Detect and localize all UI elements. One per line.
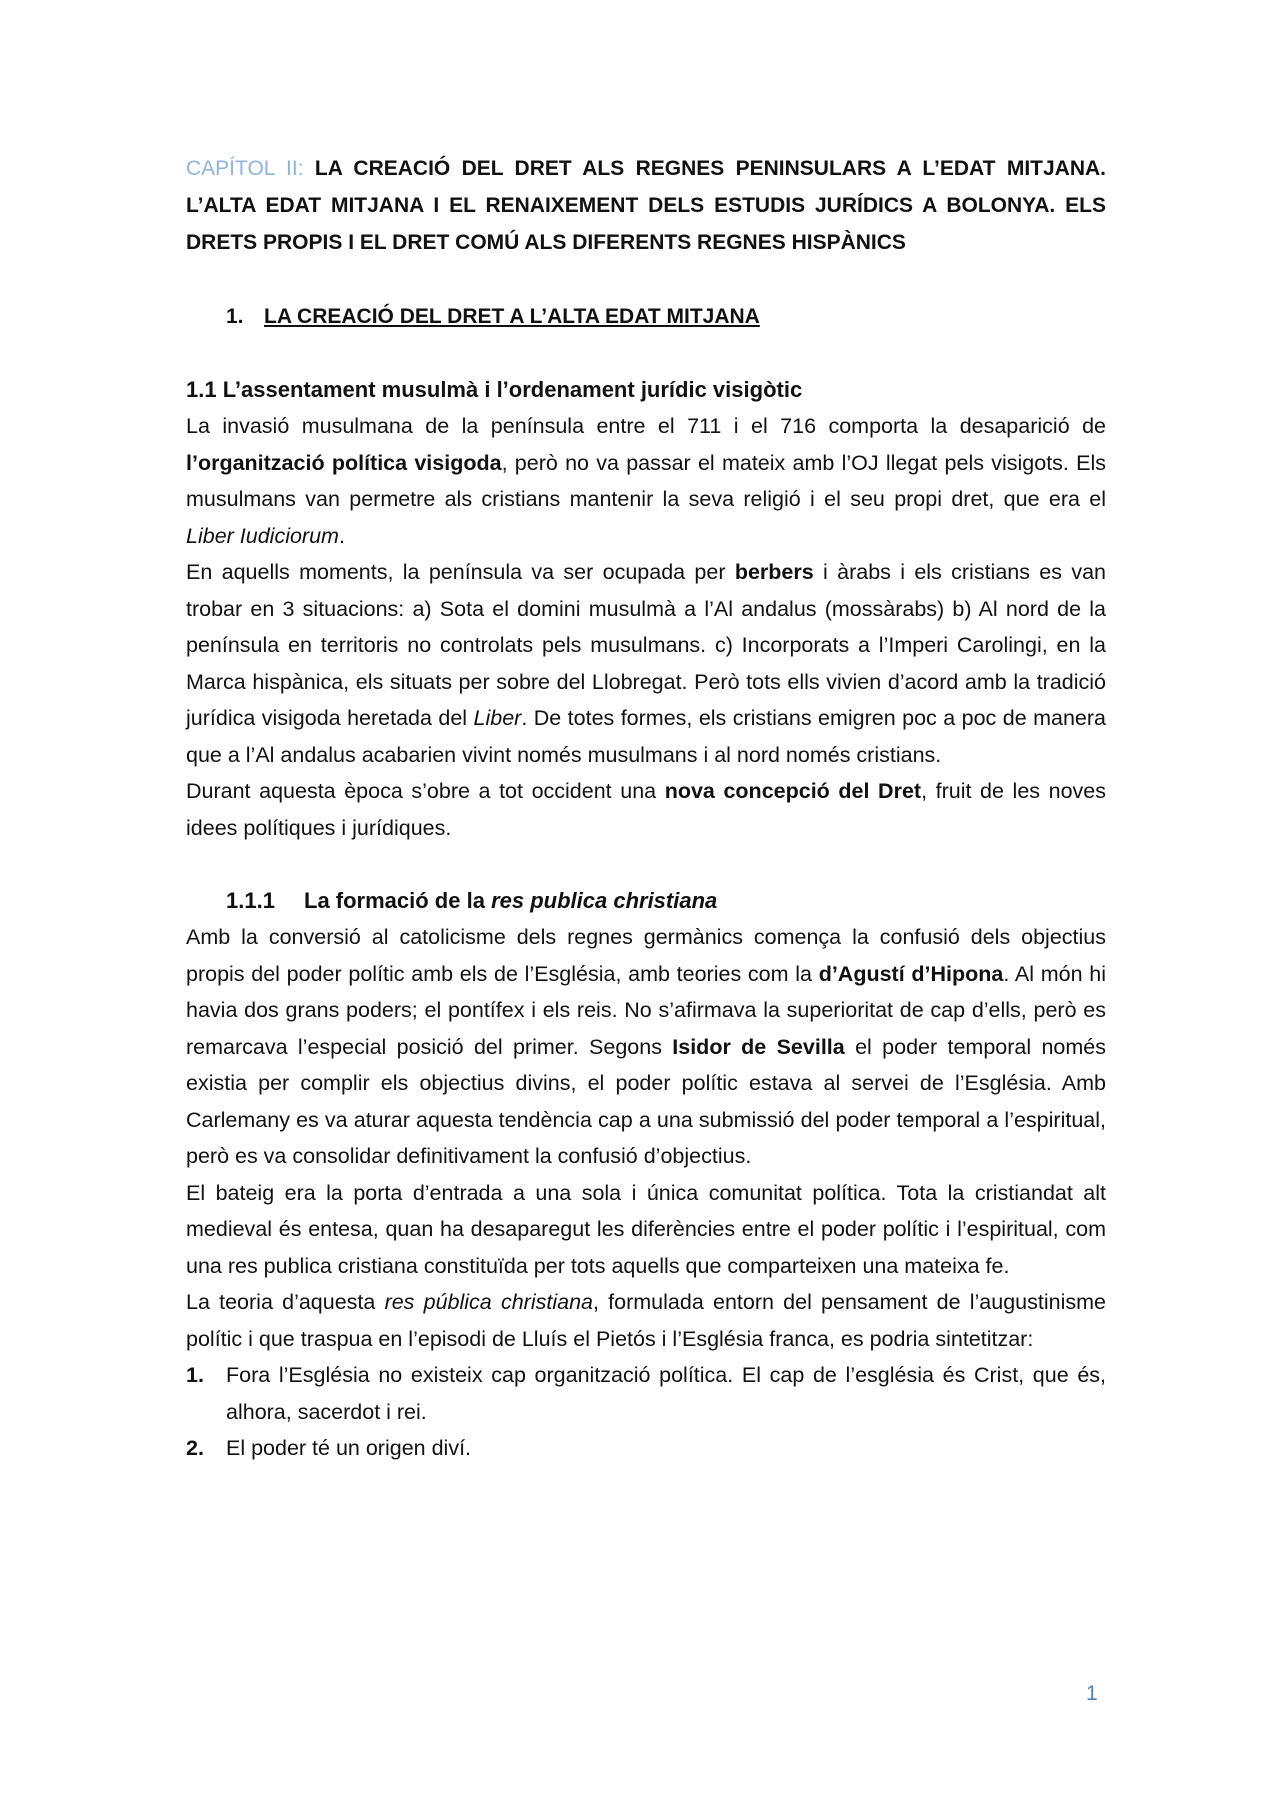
chapter-label: CAPÍTOL II: — [186, 157, 304, 180]
bold-run: nova concepció del Dret — [664, 779, 922, 803]
bold-run: l’organització política visigoda — [186, 450, 502, 475]
paragraph-baptism: El bateig era la porta d’entrada a una sola i única comunitat política. Tota la cristiandat alt medieval és entesa, quan ha desaparegut les diferències entre el poder polític i l’espiritual, com una res publica cristiana constituïda per tots aquells que comparteixen una mateixa fe. — [186, 1180, 1106, 1278]
list-text: El poder té un origen diví. — [226, 1436, 472, 1460]
text-run: , formulada entorn del pensament de l’augustinisme polític i que traspua en l’episodi de Lluís el Pietós i l’Església franca, es podria sintetitzar: — [186, 1290, 1106, 1351]
section-number: 1. — [226, 305, 244, 328]
text-run: , però no va passar el mateix amb l’OJ llegat pels visigots. Els musulmans van permetre als cristians mantenir la seva religió i el seu propi dret, que era el — [186, 450, 1107, 511]
text-run: el poder temporal només existia per complir els objectius divins, el poder polític estava al servei de l’Església. Amb Carlemany es va aturar aquesta tendència cap a una submissió del poder temporal a l’espiritual, però es va consolidar definitivament la confusió d’objectius. — [186, 1034, 1106, 1168]
section-heading-1 — [226, 298, 1106, 335]
paragraph-theory — [186, 1284, 1106, 1357]
text-run: . — [338, 523, 345, 548]
subsection-number: 1.1.1 — [226, 888, 275, 913]
italic-run: Liber Iudiciorum — [186, 523, 339, 548]
list-number: 1. — [186, 1363, 204, 1387]
chapter-title: LA CREACIÓ DEL DRET ALS REGNES PENINSULARS A L’EDAT MITJANA. L’ALTA EDAT MITJANA I EL RENAIXEMENT DELS ESTUDIS JURÍDICS A BOLONYA. ELS DRETS PROPIS I EL DRET COMÚ ALS DIFERENTS REGNES HISPÀNICS — [186, 157, 1106, 254]
text-run: . Al món hi havia dos grans poders; el pontífex i els reis. No s’afirmava la superioritat de cap d’ells, però es remarcava l’especial posició del primer. Segons — [186, 961, 1106, 1059]
text-run: , fruit de les noves idees polítiques i jurídiques. — [186, 779, 1106, 840]
paragraph-occupation — [186, 554, 1106, 773]
bold-run: berbers — [734, 560, 814, 584]
italic-run: res pública christiana — [384, 1290, 593, 1314]
list-text: Fora l’Església no existeix cap organització política. El cap de l’església és Crist, que és, alhora, sacerdot i rei. — [226, 1363, 1106, 1424]
bold-run: Isidor de Sevilla — [672, 1034, 845, 1059]
chapter-heading — [186, 150, 1106, 261]
subsection-title: La formació de la — [304, 888, 492, 913]
paragraph-invasion — [186, 408, 1106, 554]
section-title: LA CREACIÓ DEL DRET A L’ALTA EDAT MITJANA — [264, 305, 760, 328]
bold-run: d’Agustí d’Hipona — [818, 961, 1004, 986]
text-run: La teoria d’aquesta — [186, 1290, 385, 1314]
subsection-title-italic: res publica christiana — [491, 888, 718, 913]
text-run: Amb la conversió al catolicisme dels regnes germànics comença la confusió dels objectius propis del poder polític amb els de l’Església, amb teories com la — [186, 925, 1106, 986]
numbered-list — [186, 1357, 1106, 1467]
paragraph-new-concept — [186, 773, 1106, 846]
paragraph-conversion — [186, 919, 1106, 1175]
list-item — [186, 1430, 1106, 1467]
italic-run: Liber — [473, 706, 522, 730]
subsection-heading-1-1: 1.1 L’assentament musulmà i l’ordenament jurídic visigòtic — [186, 377, 803, 402]
document-page — [186, 150, 1106, 1467]
page-number: 1 — [1086, 1682, 1098, 1705]
text-run: . De totes formes, els cristians emigren poc a poc de manera que a l’Al andalus acabarien vivint només musulmans i al nord només cristians. — [186, 706, 1106, 767]
subsection-heading-1-1-1 — [226, 882, 1106, 919]
list-number: 2. — [186, 1436, 204, 1460]
text-run: Durant aquesta època s’obre a tot occident una — [186, 779, 665, 803]
text-run: La invasió musulmana de la península entre el 711 i el 716 comporta la desaparició de — [186, 414, 1106, 438]
text-run: i àrabs i els cristians es van trobar en 3 situacions: a) Sota el domini musulmà a l’Al andalus (mossàrabs) b) Al nord de la península en territoris no controlats pels musulmans. c) Incorporats a l’Imperi Carolingi, en la Marca hispànica, els situats per sobre del Llobregat. Però tots ells vivien d’acord amb la tradició jurídica visigoda heretada del — [186, 560, 1106, 730]
text-run: En aquells moments, la península va ser ocupada per — [186, 560, 735, 584]
list-item — [186, 1357, 1106, 1430]
